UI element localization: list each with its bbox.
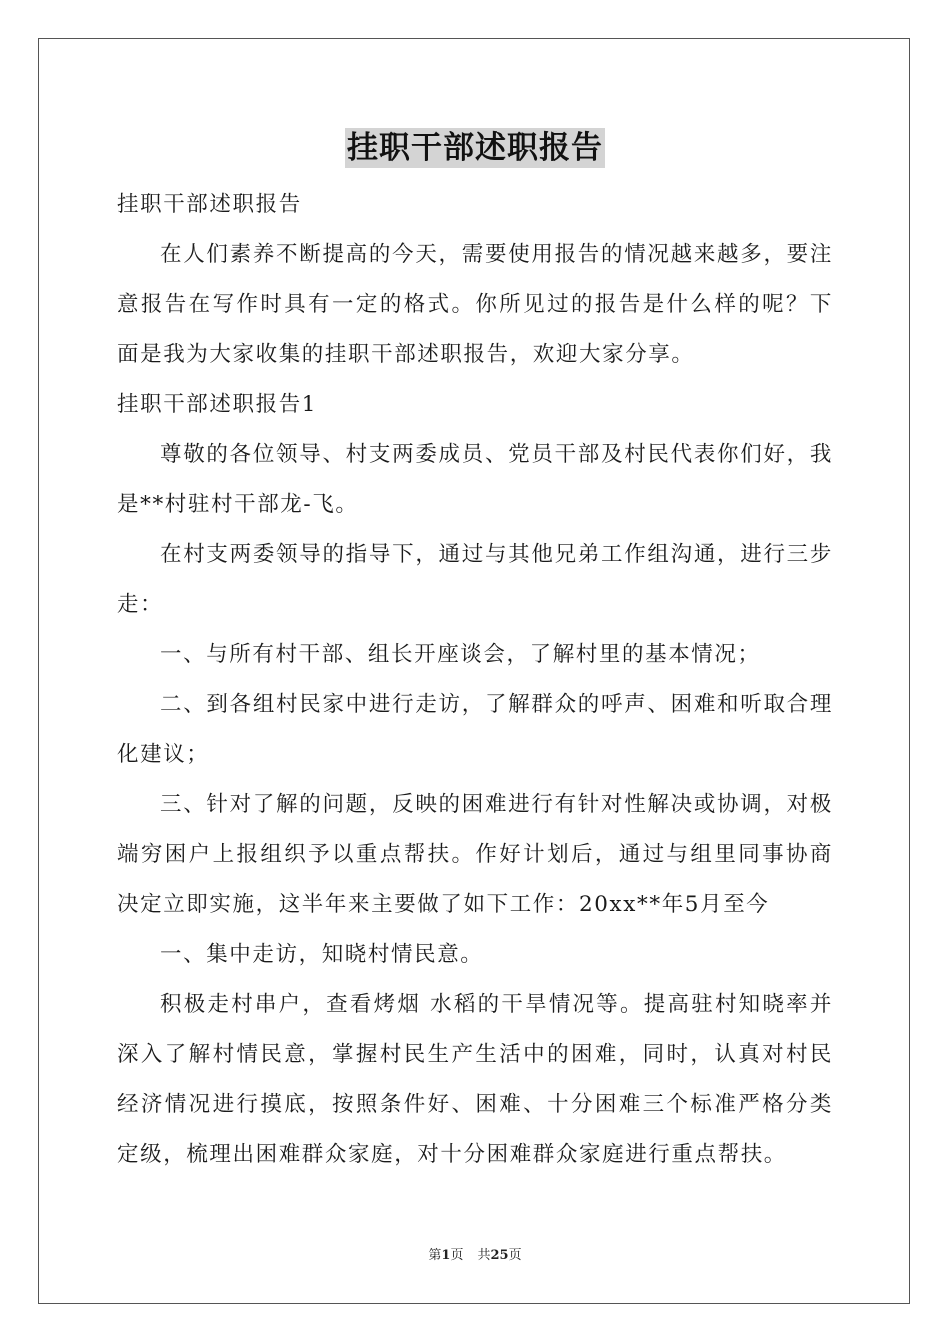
paragraph-step-2: 二、到各组村民家中进行走访，了解群众的呼声、困难和听取合理化建议；	[117, 692, 833, 767]
document-body	[117, 180, 833, 1180]
paragraph-work-heading: 一、集中走访，知晓村情民意。	[160, 942, 484, 967]
total-suffix: 页	[508, 1248, 522, 1263]
page-footer	[0, 1244, 950, 1263]
paragraph-work-detail: 积极走村串户，查看烤烟 水稻的干旱情况等。提高驻村知晓率并深入了解村情民意，掌握村民生产生活中的困难，同时，认真对村民经济情况进行摸底，按照条件好、困难、十分困难三个标准严格分类定级，梳理出困难群众家庭，对十分困难群众家庭进行重点帮扶。	[117, 992, 833, 1167]
paragraph-step-3: 三、针对了解的问题，反映的困难进行有针对性解决或协调，对极端穷困户上报组织予以重点帮扶。作好计划后，通过与组里同事协商决定立即实施，这半年来主要做了如下工作：20xx**年5月至今	[117, 792, 833, 917]
paragraph-step-1: 一、与所有村干部、组长开座谈会，了解村里的基本情况；	[160, 642, 761, 667]
total-pages: 25	[490, 1248, 509, 1263]
paragraph-greeting: 尊敬的各位领导、村支两委成员、党员干部及村民代表你们好，我是**村驻村干部龙-飞。	[117, 442, 833, 517]
document-title: 挂职干部述职报告	[347, 130, 603, 166]
paragraph-steps-intro: 在村支两委领导的指导下，通过与其他兄弟工作组沟通，进行三步走：	[117, 542, 833, 617]
page-number: 1	[441, 1248, 451, 1263]
total-prefix: 共	[477, 1248, 491, 1263]
title-container	[0, 128, 950, 168]
page-suffix: 页	[450, 1248, 464, 1263]
section-heading: 挂职干部述职报告1	[117, 392, 318, 417]
paragraph-intro: 在人们素养不断提高的今天，需要使用报告的情况越来越多，要注意报告在写作时具有一定的格式。你所见过的报告是什么样的呢？下面是我为大家收集的挂职干部述职报告，欢迎大家分享。	[117, 242, 833, 367]
page-prefix: 第	[428, 1248, 442, 1263]
paragraph-subtitle: 挂职干部述职报告	[117, 192, 302, 217]
